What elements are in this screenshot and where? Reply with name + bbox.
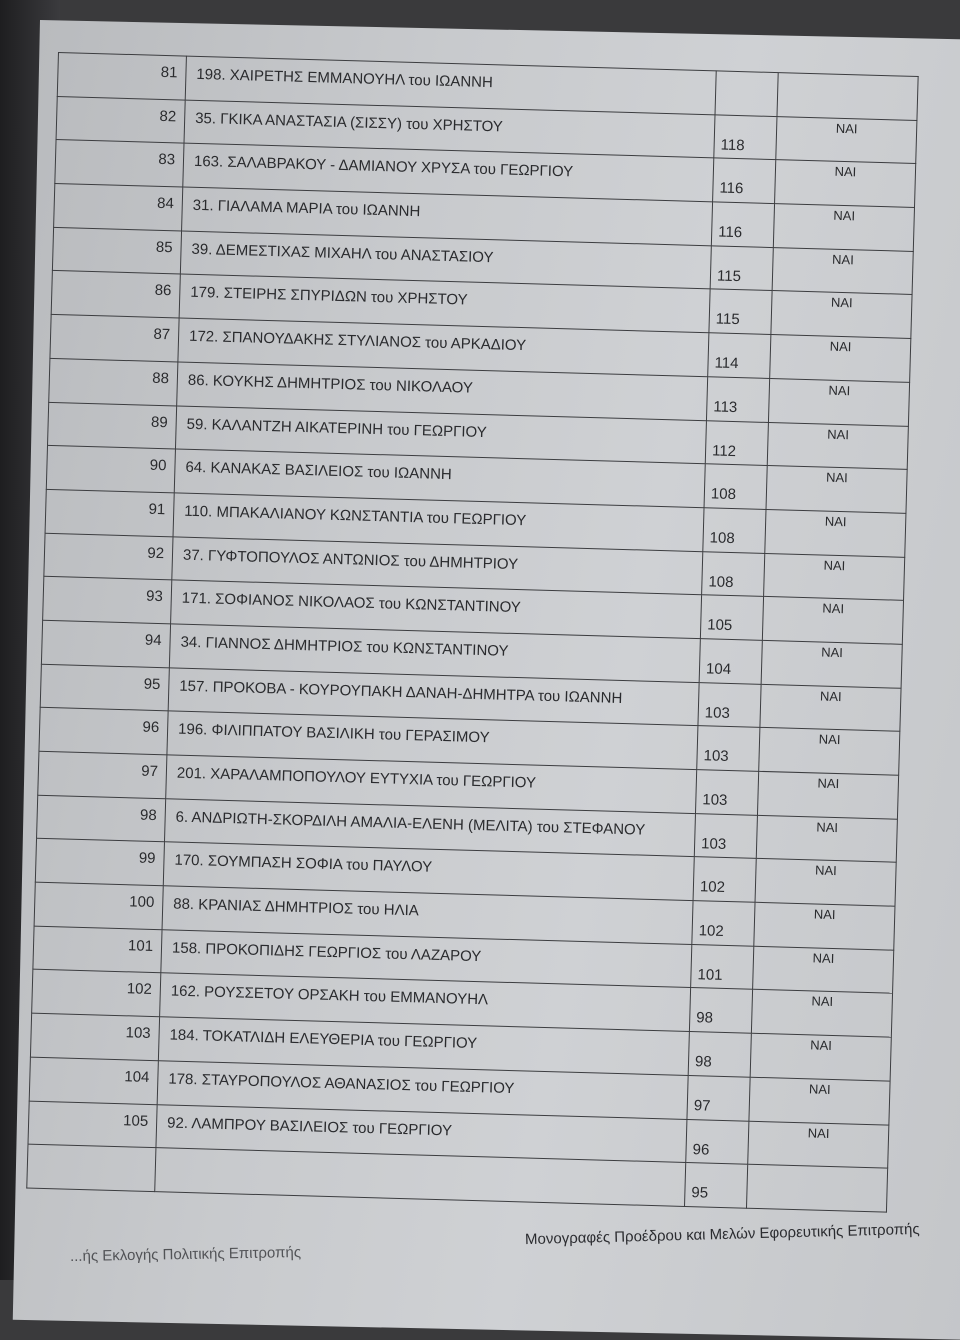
elected-flag: ΝΑΙ (766, 466, 907, 514)
row-number: 95 (40, 664, 169, 711)
row-number: 81 (57, 53, 186, 100)
row-number: 82 (56, 96, 185, 143)
row-number: 83 (55, 140, 184, 187)
candidate-name: 198. ΧΑΙΡΕΤΗΣ ΕΜΜΑΝΟΥΗΛ του ΙΩΑΝΝΗ (185, 56, 716, 114)
elected-flag: ΝΑΙ (751, 990, 892, 1038)
row-number: 97 (38, 751, 167, 798)
candidate-name: 39. ΔΕΜΕΣΤΙΧΑΣ ΜΙΧΑΗΛ του ΑΝΑΣΤΑΣΙΟΥ (180, 231, 711, 289)
candidate-name: 92. ΛΑΜΠΡΟΥ ΒΑΣΙΛΕΙΟΣ του ΓΕΩΡΓΙΟΥ (156, 1104, 687, 1162)
row-number: 93 (43, 577, 172, 624)
results-table (26, 52, 918, 1212)
elected-flag: ΝΑΙ (770, 335, 911, 383)
elected-flag: ΝΑΙ (753, 946, 894, 994)
candidate-score: 98 (688, 1032, 751, 1077)
elected-flag: ΝΑΙ (755, 859, 896, 907)
footer-signatures-label: Μονογραφές Προέδρου και Μελών Εφορευτικής Επιτροπής (524, 1220, 920, 1249)
footer-committee-label: ...ής Εκλογής Πολιτικής Επιτροπής (69, 1243, 302, 1266)
candidate-name: 37. ΓΥΦΤΟΠΟΥΛΟΣ ΑΝΤΩΝΙΟΣ του ΔΗΜΗΤΡΙΟΥ (172, 536, 703, 594)
candidate-score: 103 (697, 726, 760, 771)
candidate-name: 184. ΤΟΚΑΤΛΙΔΗ ΕΛΕΥΘΕΡΙΑ του ΓΕΩΡΓΙΟΥ (158, 1017, 689, 1075)
row-number (27, 1144, 156, 1191)
candidate-name: 170. ΣΟΥΜΠΑΣΗ ΣΟΦΙΑ του ΠΑΥΛΟΥ (163, 842, 694, 900)
elected-flag: ΝΑΙ (761, 640, 902, 688)
elected-flag: ΝΑΙ (768, 378, 909, 426)
row-number: 96 (39, 708, 168, 755)
row-number: 85 (52, 227, 181, 274)
row-number: 103 (30, 1013, 159, 1060)
candidate-score: 102 (692, 901, 755, 946)
elected-flag: ΝΑΙ (772, 247, 913, 295)
candidate-score: 118 (714, 115, 777, 160)
elected-flag: ΝΑΙ (767, 422, 908, 470)
candidate-score: 103 (695, 770, 758, 815)
row-number: 92 (44, 533, 173, 580)
candidate-score: 103 (698, 682, 761, 727)
elected-flag: ΝΑΙ (748, 1121, 889, 1169)
candidate-name: 162. ΡΟΥΣΣΕΤΟΥ ΟΡΣΑΚΗ του ΕΜΜΑΝΟΥΗΛ (160, 973, 691, 1031)
elected-flag: ΝΑΙ (760, 684, 901, 732)
candidate-score: 113 (706, 377, 769, 422)
candidate-name: 196. ΦΙΛΙΠΠΑΤΟΥ ΒΑΣΙΛΙΚΗ του ΓΕΡΑΣΙΜΟΥ (167, 711, 698, 769)
candidate-score: 116 (713, 158, 776, 203)
row-number: 89 (48, 402, 177, 449)
candidate-name: 31. ΓΙΑΛΑΜΑ ΜΑΡΙΑ του ΙΩΑΝΝΗ (182, 187, 713, 245)
candidate-name: 171. ΣΟΦΙΑΝΟΣ ΝΙΚΟΛΑΟΣ του ΚΩΝΣΤΑΝΤΙΝΟΥ (171, 580, 702, 638)
elected-flag: ΝΑΙ (756, 815, 897, 863)
candidate-name: 172. ΣΠΑΝΟΥΔΑΚΗΣ ΣΤΥΛΙΑΝΟΣ του ΑΡΚΑΔΙΟΥ (178, 318, 709, 376)
candidate-score: 108 (702, 551, 765, 596)
row-number: 99 (35, 839, 164, 886)
elected-flag: ΝΑΙ (762, 597, 903, 645)
candidate-name: 64. ΚΑΝΑΚΑΣ ΒΑΣΙΛΕΙΟΣ του ΙΩΑΝΝΗ (174, 449, 705, 507)
elected-flag (777, 73, 918, 121)
candidate-name: 59. ΚΑΛΑΝΤΖΗ ΑΙΚΑΤΕΡΙΝΗ του ΓΕΩΡΓΙΟΥ (175, 405, 706, 463)
candidate-score (715, 71, 778, 116)
elected-flag: ΝΑΙ (776, 116, 917, 164)
elected-flag: ΝΑΙ (750, 1033, 891, 1081)
row-number: 86 (51, 271, 180, 318)
candidate-name: 201. ΧΑΡΑΛΑΜΠΟΠΟΥΛΟΥ ΕΥΤΥΧΙΑ του ΓΕΩΡΓΙΟΥ (166, 755, 697, 813)
candidate-name: 179. ΣΤΕΙΡΗΣ ΣΠΥΡΙΔΩΝ του ΧΡΗΣΤΟΥ (179, 274, 710, 332)
candidate-score: 115 (709, 289, 772, 334)
candidate-name: 34. ΓΙΑΝΝΟΣ ΔΗΜΗΤΡΙΟΣ του ΚΩΝΣΤΑΝΤΙΝΟΥ (169, 624, 700, 682)
elected-flag: ΝΑΙ (771, 291, 912, 339)
candidate-score: 103 (694, 813, 757, 858)
row-number: 87 (50, 315, 179, 362)
elected-flag: ΝΑΙ (749, 1077, 890, 1125)
candidate-score: 108 (703, 508, 766, 553)
elected-flag (746, 1164, 887, 1212)
candidate-name: 6. ΑΝΔΡΙΩΤΗ-ΣΚΟΡΔΙΛΗ ΑΜΑΛΙΑ-ΕΛΕΝΗ (ΜΕΛΙΤΑ) του ΣΤΕΦΑΝΟΥ (164, 798, 695, 856)
row-number: 100 (34, 882, 163, 929)
row-number: 88 (49, 358, 178, 405)
row-number: 94 (41, 620, 170, 667)
candidate-name: 157. ΠΡΟΚΟΒΑ - ΚΟΥΡΟΥΠΑΚΗ ΔΑΝΑΗ-ΔΗΜΗΤΡΑ του ΙΩΑΝΝΗ (168, 667, 699, 725)
row-number: 105 (28, 1101, 157, 1148)
row-number: 101 (33, 926, 162, 973)
candidate-score: 114 (708, 333, 771, 378)
results-table-sheet (26, 52, 917, 1212)
candidate-score: 112 (705, 420, 768, 465)
candidate-score: 115 (710, 246, 773, 291)
elected-flag: ΝΑΙ (775, 160, 916, 208)
row-number: 98 (37, 795, 166, 842)
candidate-score: 105 (700, 595, 763, 640)
row-number: 104 (29, 1057, 158, 1104)
candidate-score: 116 (711, 202, 774, 247)
row-number: 91 (45, 489, 174, 536)
candidate-score: 104 (699, 639, 762, 684)
elected-flag: ΝΑΙ (759, 728, 900, 776)
footer (0, 1218, 960, 1280)
candidate-score: 97 (687, 1075, 750, 1120)
row-number: 90 (46, 446, 175, 493)
elected-flag: ΝΑΙ (773, 204, 914, 252)
row-number: 84 (54, 184, 183, 231)
elected-flag: ΝΑΙ (754, 902, 895, 950)
candidate-name: 35. ΓΚΙΚΑ ΑΝΑΣΤΑΣΙΑ (ΣΙΣΣΥ) του ΧΡΗΣΤΟΥ (184, 100, 715, 158)
candidate-name: 88. ΚΡΑΝΙΑΣ ΔΗΜΗΤΡΙΟΣ του ΗΛΙΑ (162, 886, 693, 944)
candidate-name: 178. ΣΤΑΥΡΟΠΟΥΛΟΣ ΑΘΑΝΑΣΙΟΣ του ΓΕΩΡΓΙΟΥ (157, 1061, 688, 1119)
candidate-score: 96 (686, 1119, 749, 1164)
candidate-score: 108 (704, 464, 767, 509)
candidate-score: 95 (685, 1163, 748, 1208)
row-number: 102 (32, 970, 161, 1017)
candidate-score: 101 (691, 944, 754, 989)
candidate-name: 163. ΣΑΛΑΒΡΑΚΟΥ - ΔΑΜΙΑΝΟΥ ΧΡΥΣΑ του ΓΕΩΡΓΙΟΥ (183, 143, 714, 201)
candidate-name: 86. ΚΟΥΚΗΣ ΔΗΜΗΤΡΙΟΣ του ΝΙΚΟΛΑΟΥ (177, 362, 708, 420)
candidate-name: 110. ΜΠΑΚΑΛΙΑΝΟΥ ΚΩΝΣΤΑΝΤΙΑ του ΓΕΩΡΓΙΟΥ (173, 493, 704, 551)
elected-flag: ΝΑΙ (765, 509, 906, 557)
candidate-name: 158. ΠΡΟΚΟΠΙΔΗΣ ΓΕΩΡΓΙΟΣ του ΛΑΖΑΡΟΥ (161, 929, 692, 987)
elected-flag: ΝΑΙ (764, 553, 905, 601)
elected-flag: ΝΑΙ (757, 771, 898, 819)
candidate-score: 102 (693, 857, 756, 902)
candidate-score: 98 (689, 988, 752, 1033)
